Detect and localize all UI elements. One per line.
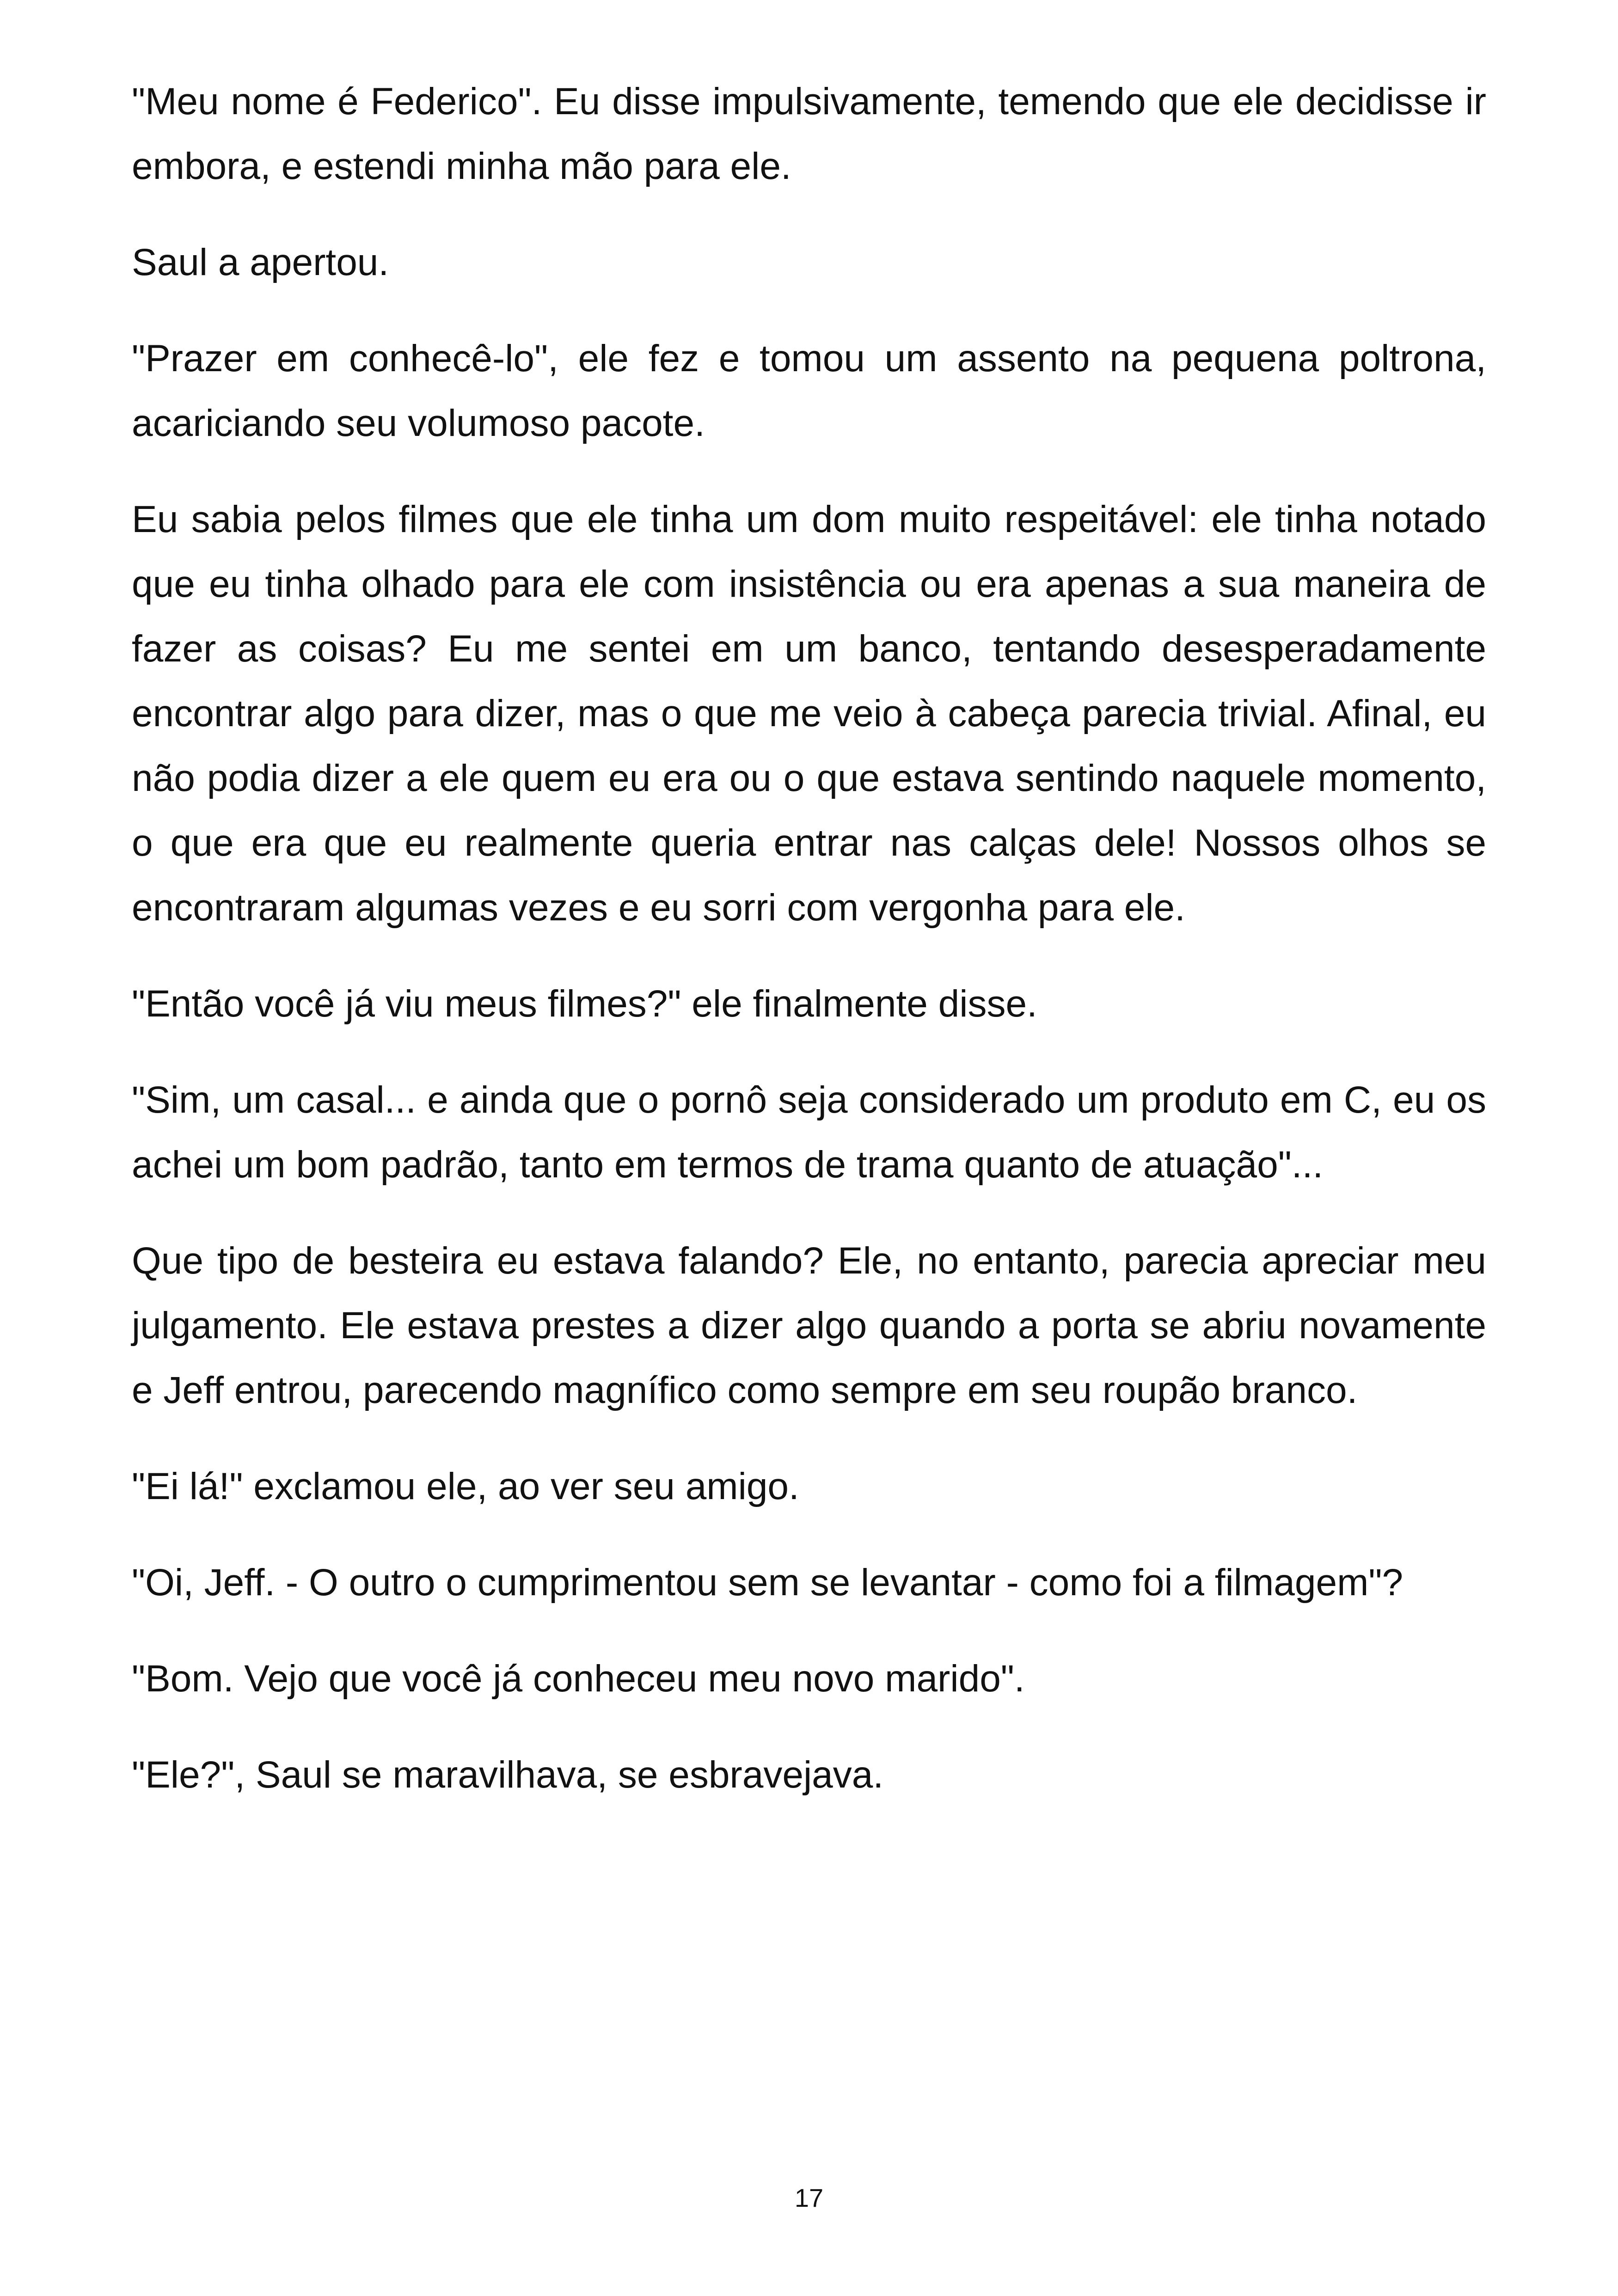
paragraph: "Ei lá!" exclamou ele, ao ver seu amigo. <box>132 1465 799 1507</box>
paragraph: "Oi, Jeff. - O outro o cumprimentou sem se levantar - como foi a filmagem"? <box>132 1561 1403 1604</box>
paragraph: Que tipo de besteira eu estava falando? Ele, no entanto, parecia apreciar meu julgamento. Ele estava prestes a dizer algo quando a porta se abriu novamente e Jeff entrou, parecendo magnífico como sempre em seu roupão branco. <box>132 1240 1486 1411</box>
paragraph: Saul a apertou. <box>132 241 389 283</box>
paragraph: "Ele?", Saul se maravilhava, se esbravejava. <box>132 1754 884 1796</box>
paragraph: Eu sabia pelos filmes que ele tinha um dom muito respeitável: ele tinha notado que eu tinha olhado para ele com insistência ou era apenas a sua maneira de fazer as coisas? Eu me sentei em um banco, tentando desesperadamente encontrar algo para dizer, mas o que me veio à cabeça parecia trivial. Afinal, eu não podia dizer a ele quem eu era ou o que estava sentindo naquele momento, o que era que eu realmente queria entrar nas calças dele! Nossos olhos se encontraram algumas vezes e eu sorri com vergonha para ele. <box>132 498 1486 929</box>
paragraph: "Prazer em conhecê-lo", ele fez e tomou um assento na pequena poltrona, acariciando seu volumoso pacote. <box>132 337 1486 444</box>
paragraph: "Sim, um casal... e ainda que o pornô seja considerado um produto em C, eu os achei um bom padrão, tanto em termos de trama quanto de atuação"... <box>132 1079 1486 1186</box>
paragraph: "Bom. Vejo que você já conheceu meu novo marido". <box>132 1658 1025 1700</box>
paragraph: "Meu nome é Federico". Eu disse impulsivamente, temendo que ele decidisse ir embora, e estendi minha mão para ele. <box>132 80 1486 187</box>
paragraph: "Então você já viu meus filmes?" ele finalmente disse. <box>132 983 1037 1025</box>
page-number: 17 <box>794 2183 824 2212</box>
body-text <box>132 69 1486 1839</box>
